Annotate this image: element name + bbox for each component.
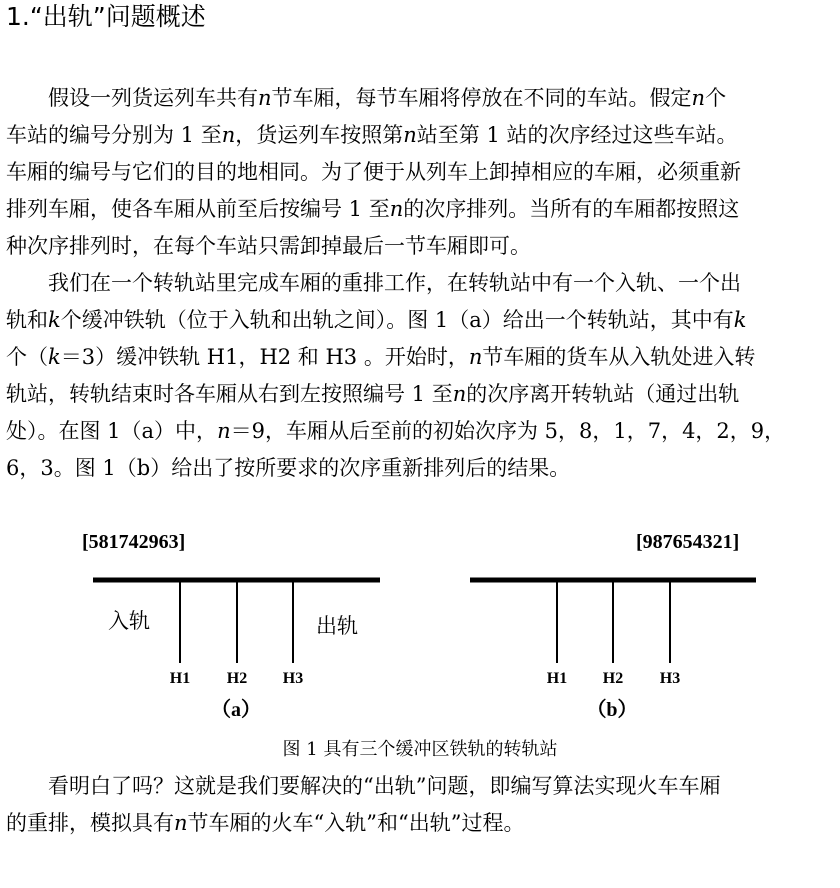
math-variable: n bbox=[403, 123, 417, 147]
text-line bbox=[6, 339, 834, 375]
diagram-a bbox=[82, 531, 380, 721]
text-line bbox=[6, 376, 834, 412]
text-line bbox=[6, 413, 834, 449]
text-run: 看明白了吗？这就是我们要解决的“出轨”问题，即编写算法实现火车车厢 bbox=[6, 774, 721, 798]
diagram-b bbox=[470, 531, 756, 721]
text-line bbox=[6, 302, 834, 338]
math-variable: n bbox=[389, 197, 404, 221]
sublabel-b: （b） bbox=[586, 699, 638, 721]
text-run: ，货运列车按照第 bbox=[235, 123, 404, 147]
text-run: 节车厢，每节车厢将停放在不同的车站。假定 bbox=[271, 86, 692, 110]
sequence-label: [987654321] bbox=[636, 531, 740, 553]
math-variable: n bbox=[452, 382, 467, 406]
math-variable: k bbox=[48, 308, 61, 332]
text-line bbox=[6, 80, 834, 116]
figure-caption: 图 1 具有三个缓冲区铁轨的转轨站 bbox=[282, 739, 558, 760]
text-run: 处）。在图 1（a）中， bbox=[6, 419, 218, 443]
track-label-h2: H2 bbox=[226, 670, 248, 687]
text-line bbox=[6, 805, 834, 841]
text-run: 的次序离开转轨站（通过出轨 bbox=[466, 382, 740, 406]
text-run: 轨和 bbox=[6, 308, 48, 332]
text-line bbox=[6, 154, 834, 190]
math-variable: k bbox=[733, 308, 747, 332]
text-run: 种次序排列时，在每个车站只需卸掉最后一节车厢即可。 bbox=[6, 234, 531, 258]
math-variable: k bbox=[48, 345, 61, 369]
text-line bbox=[6, 768, 834, 804]
track-label-h3: H3 bbox=[282, 670, 304, 687]
text-run: 站至第 1 站的次序经过这些车站。 bbox=[416, 123, 738, 147]
text-run: 节车厢的火车“入轨”和“出轨”过程。 bbox=[187, 811, 525, 835]
math-variable: n bbox=[468, 345, 483, 369]
text-line bbox=[6, 265, 834, 301]
section-heading: 1.“出轨”问题概述 bbox=[6, 2, 206, 31]
math-variable: n bbox=[691, 86, 706, 110]
text-run: 个（ bbox=[6, 345, 48, 369]
sequence-label: [581742963] bbox=[82, 531, 186, 553]
in-track-label: 入轨 bbox=[108, 609, 150, 633]
figure-1-diagram bbox=[0, 520, 840, 770]
text-run: 节车厢的货车从入轨处进入转 bbox=[482, 345, 756, 369]
track-label-h1: H1 bbox=[169, 670, 191, 687]
text-line bbox=[6, 117, 834, 153]
text-run: 排列车厢，使各车厢从前至后按编号 1 至 bbox=[6, 197, 390, 221]
text-run: 我们在一个转轨站里完成车厢的重排工作，在转轨站中有一个入轨、一个出 bbox=[6, 271, 741, 295]
text-run: 的次序排列。当所有的车厢都按照这 bbox=[403, 197, 740, 221]
math-variable: n bbox=[174, 811, 188, 835]
out-track-label: 出轨 bbox=[316, 614, 358, 638]
text-line bbox=[6, 228, 834, 264]
text-run: 个 bbox=[705, 86, 727, 110]
text-run: ＝9，车厢从后至前的初始次序为 5，8，1，7，4，2，9， bbox=[230, 419, 786, 443]
text-run: 轨站，转轨结束时各车厢从右到左按照编号 1 至 bbox=[6, 382, 453, 406]
text-run: 的重排，模拟具有 bbox=[6, 811, 174, 835]
math-variable: n bbox=[258, 86, 272, 110]
track-label-h3: H3 bbox=[659, 670, 681, 687]
text-run: 车站的编号分别为 1 至 bbox=[6, 123, 222, 147]
text-line bbox=[6, 450, 834, 486]
sublabel-a: （a） bbox=[211, 699, 261, 721]
text-run: 车厢的编号与它们的目的地相同。为了便于从列车上卸掉相应的车厢，必须重新 bbox=[6, 160, 741, 184]
track-label-h2: H2 bbox=[602, 670, 624, 687]
text-run: 假设一列货运列车共有 bbox=[6, 86, 258, 110]
text-run: 6，3。图 1（b）给出了按所要求的次序重新排列后的结果。 bbox=[6, 456, 571, 480]
text-run: 个缓冲铁轨（位于入轨和出轨之间）。图 1（a）给出一个转轨站，其中有 bbox=[60, 308, 734, 332]
text-line bbox=[6, 191, 834, 227]
math-variable: n bbox=[217, 419, 231, 443]
math-variable: n bbox=[221, 123, 236, 147]
track-label-h1: H1 bbox=[546, 670, 568, 687]
text-run: ＝3）缓冲铁轨 H1，H2 和 H3 。开始时， bbox=[60, 345, 469, 369]
